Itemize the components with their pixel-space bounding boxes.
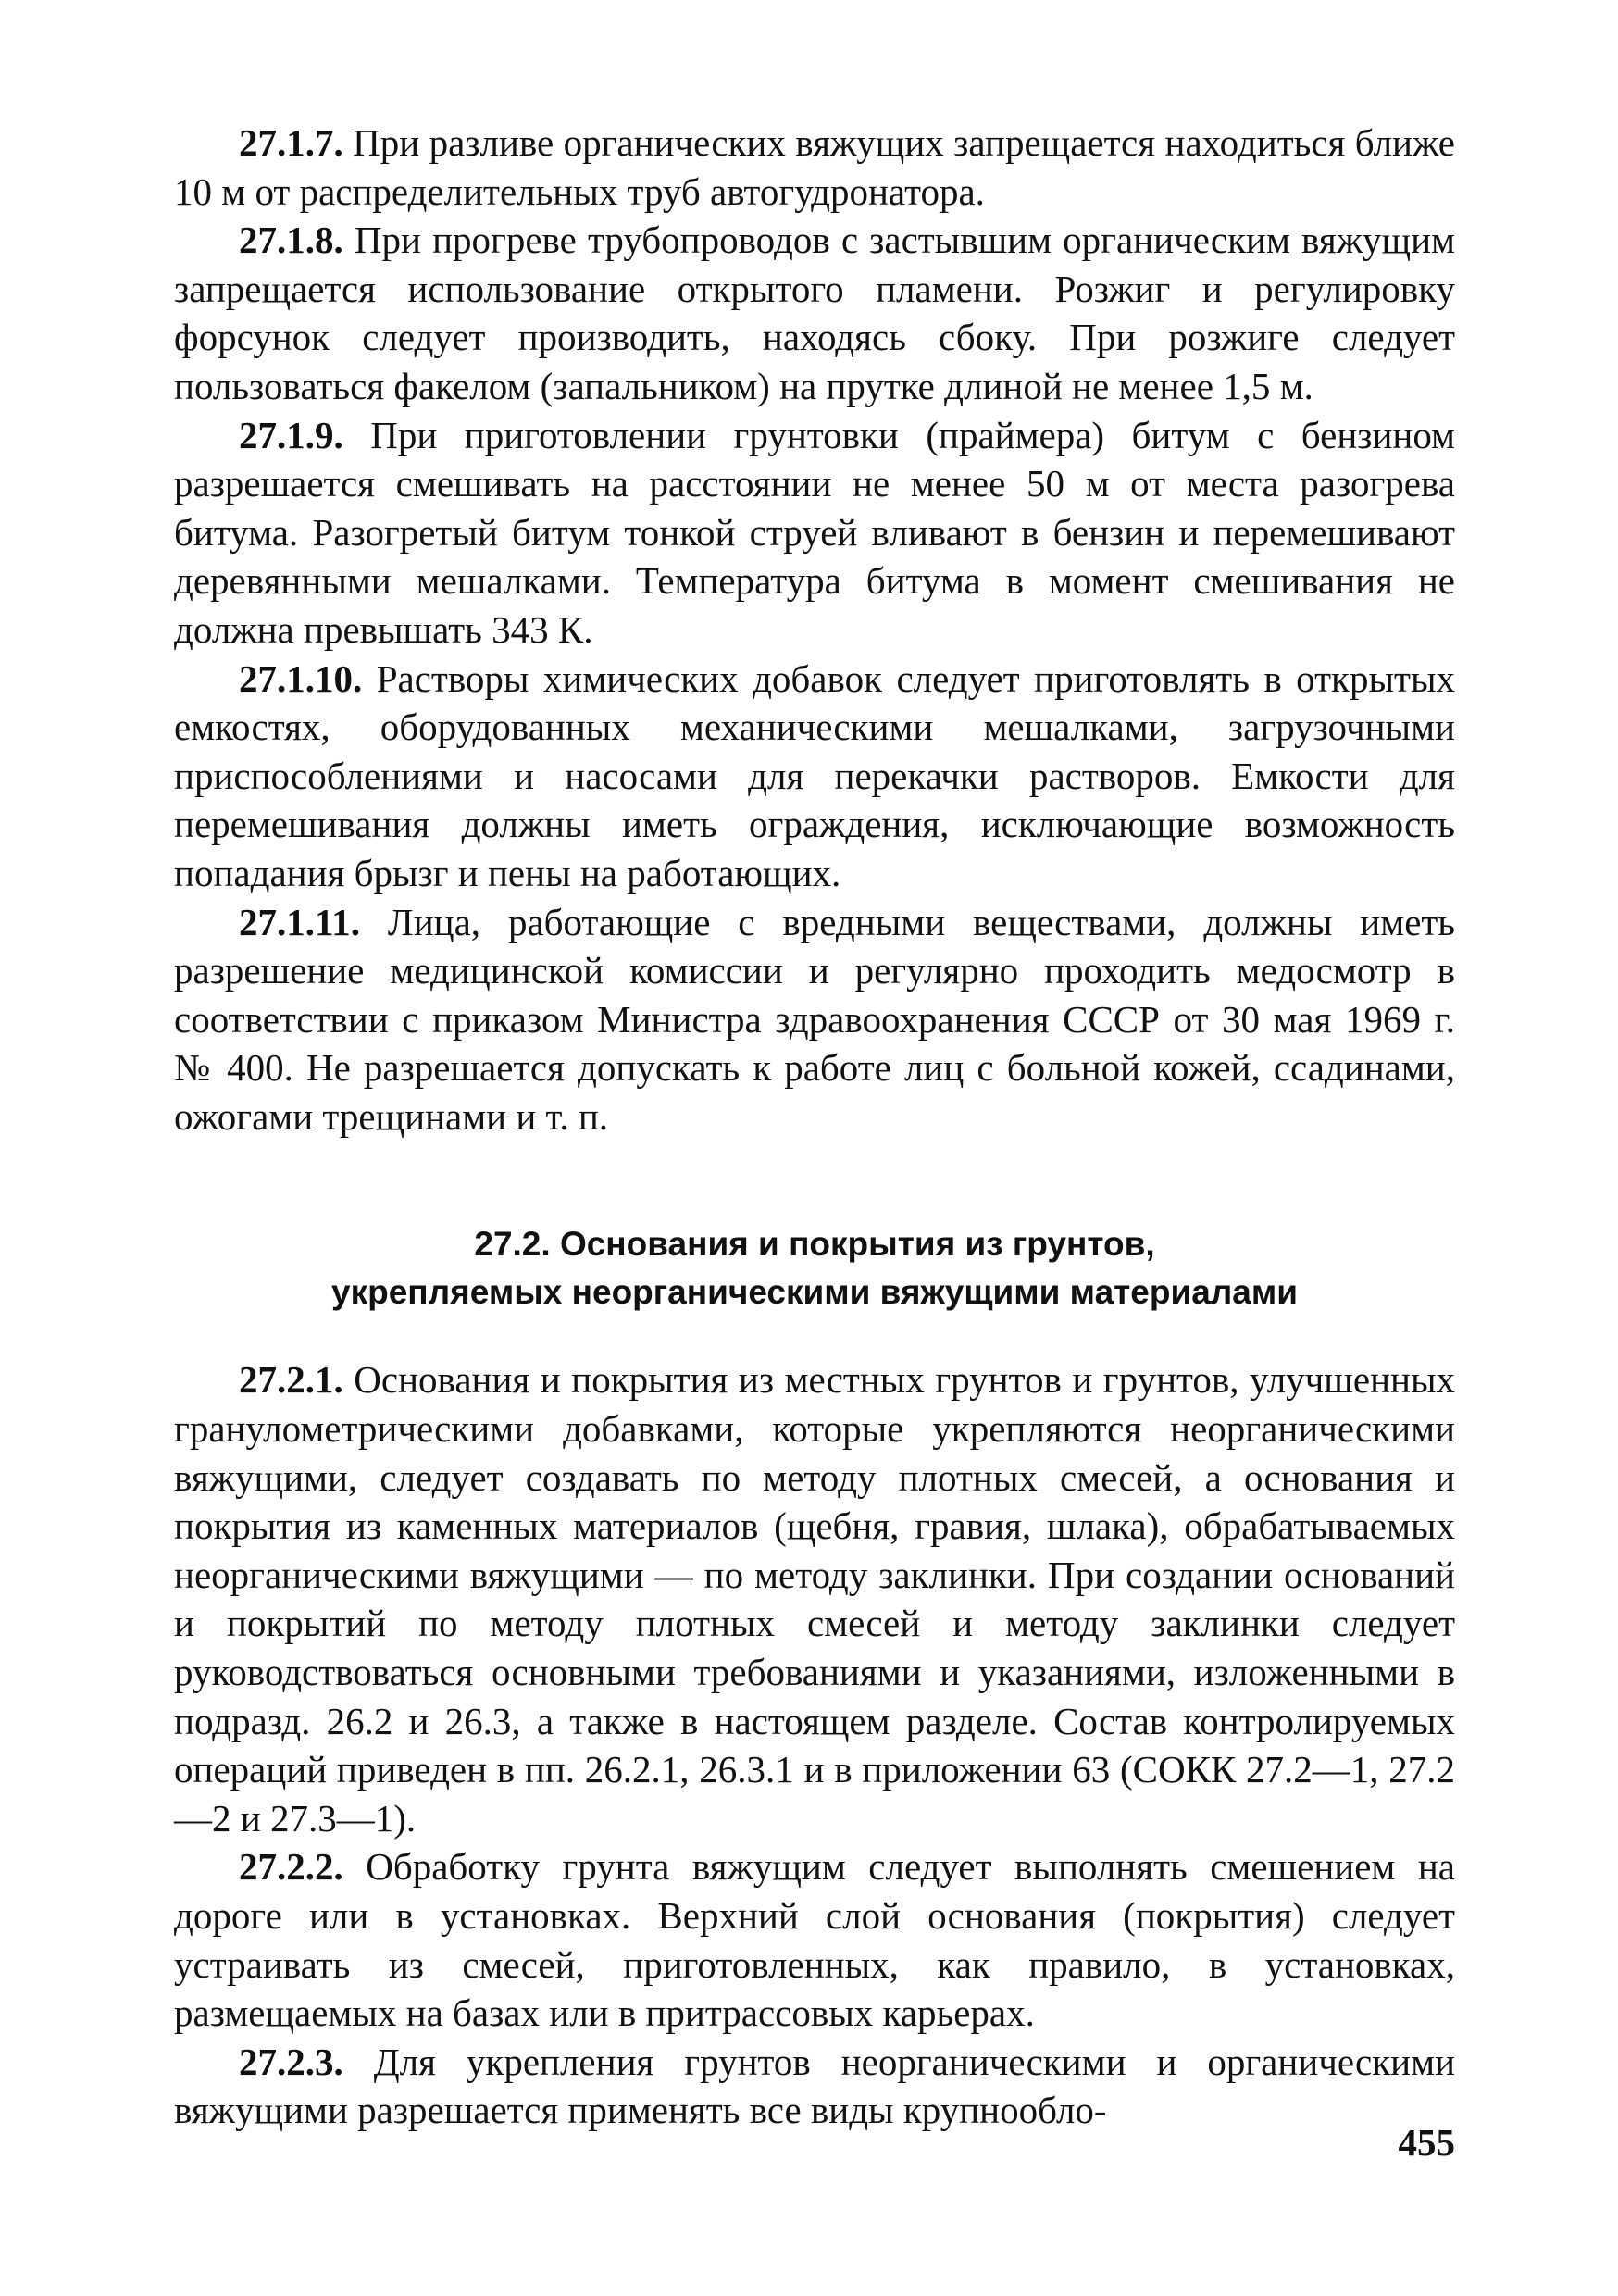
paragraph-number: 27.2.1. bbox=[239, 1358, 343, 1402]
paragraph-27-2-3 bbox=[174, 2038, 1455, 2135]
section-heading-line-2: укрепляемых неорганическими вяжущими материалами bbox=[331, 1273, 1298, 1312]
paragraph-27-2-2 bbox=[174, 1842, 1455, 2037]
paragraph-number: 27.1.11. bbox=[239, 900, 360, 943]
paragraph-text: Для укрепления грунтов неорганическими и органическими вяжущими разрешается применять все виды крупнообло- bbox=[174, 2040, 1456, 2132]
paragraph-text: При разливе органических вяжущих запрещается находиться ближе 10 м от распределительных труб автогудронатора. bbox=[174, 121, 1455, 213]
paragraph-text: Обработку грунта вяжущим следует выполнять смешением на дороге или в установках. Верхний слой основания (покрытия) следует устраивать из смесей, приготовленных, как правило, в установках, размещаемых на базах или в притрассовых карьерах. bbox=[174, 1845, 1455, 2035]
paragraph-27-1-11 bbox=[174, 898, 1455, 1142]
paragraph-number: 27.1.9. bbox=[239, 413, 343, 456]
paragraph-text: При прогреве трубопроводов с застывшим органическим вяжущим запрещается использование открытого пламени. Розжиг и регулировку форсунок следует производить, находясь сбоку. При розжиге следует пользоваться факелом (запальником) на прутке длиной не менее 1,5 м. bbox=[174, 218, 1456, 407]
section-27-2-items bbox=[174, 1355, 1455, 2135]
paragraph-text: Лица, работающие с вредными веществами, должны иметь разрешение медицинской комиссии и регулярно проходить медосмотр в соответствии с приказом Министра здравоохранения СССР от 30 мая 1969 г. № 400. Не разрешается допускать к работе лиц с больной кожей, ссадинами, ожогами трещинами и т. п. bbox=[174, 900, 1456, 1138]
paragraph-27-1-7 bbox=[174, 119, 1455, 216]
document-page bbox=[174, 119, 1455, 2135]
paragraph-27-1-8 bbox=[174, 216, 1455, 410]
paragraph-number: 27.2.3. bbox=[239, 2040, 343, 2083]
paragraph-number: 27.2.2. bbox=[239, 1845, 343, 1889]
section-heading bbox=[174, 1220, 1455, 1316]
paragraph-27-1-9 bbox=[174, 411, 1455, 655]
page-number: 455 bbox=[1398, 2121, 1455, 2164]
paragraph-number: 27.1.7. bbox=[239, 121, 343, 164]
paragraph-text: Растворы химических добавок следует приготовлять в открытых емкостях, оборудованных механическими мешалками, загрузочными приспособлениями и насосами для перекачки растворов. Емкости для перемешивания должны иметь ограждения, исключающие возможность попадания брызг и пены на работающих. bbox=[174, 656, 1455, 894]
section-heading-line-1: 27.2. Основания и покрытия из грунтов, bbox=[474, 1225, 1155, 1264]
section-27-1-items bbox=[174, 119, 1455, 1141]
paragraph-text: При приготовлении грунтовки (праймера) битум с бензином разрешается смешивать на расстоянии не менее 50 м от места разогрева битума. Разогретый битум тонкой струей вливают в бензин и перемешивают деревянными мешалками. Температура битума в момент смешивания не должна превышать 343 К. bbox=[174, 413, 1456, 651]
paragraph-number: 27.1.8. bbox=[239, 218, 343, 262]
paragraph-number: 27.1.10. bbox=[239, 656, 363, 700]
paragraph-27-1-10 bbox=[174, 655, 1455, 898]
paragraph-27-2-1 bbox=[174, 1355, 1455, 1842]
paragraph-text: Основания и покрытия из местных грунтов и грунтов, улучшенных гранулометрическими добавками, которые укрепляются неорганическими вяжущими, следует создавать по методу плотных смесей, а основания и покрытия из каменных материалов (щебня, гравия, шлака), обрабатываемых неорганическими вяжущими — по методу заклинки. При создании оснований и покрытий по методу плотных смесей и методу заклинки следует руководствоваться основными требованиями и указаниями, изложенными в подразд. 26.2 и 26.3, а также в настоящем разделе. Состав контролируемых операций приведен в пп. 26.2.1, 26.3.1 и в приложении 63 (СОКК 27.2—1, 27.2—2 и 27.3—1). bbox=[174, 1358, 1455, 1840]
